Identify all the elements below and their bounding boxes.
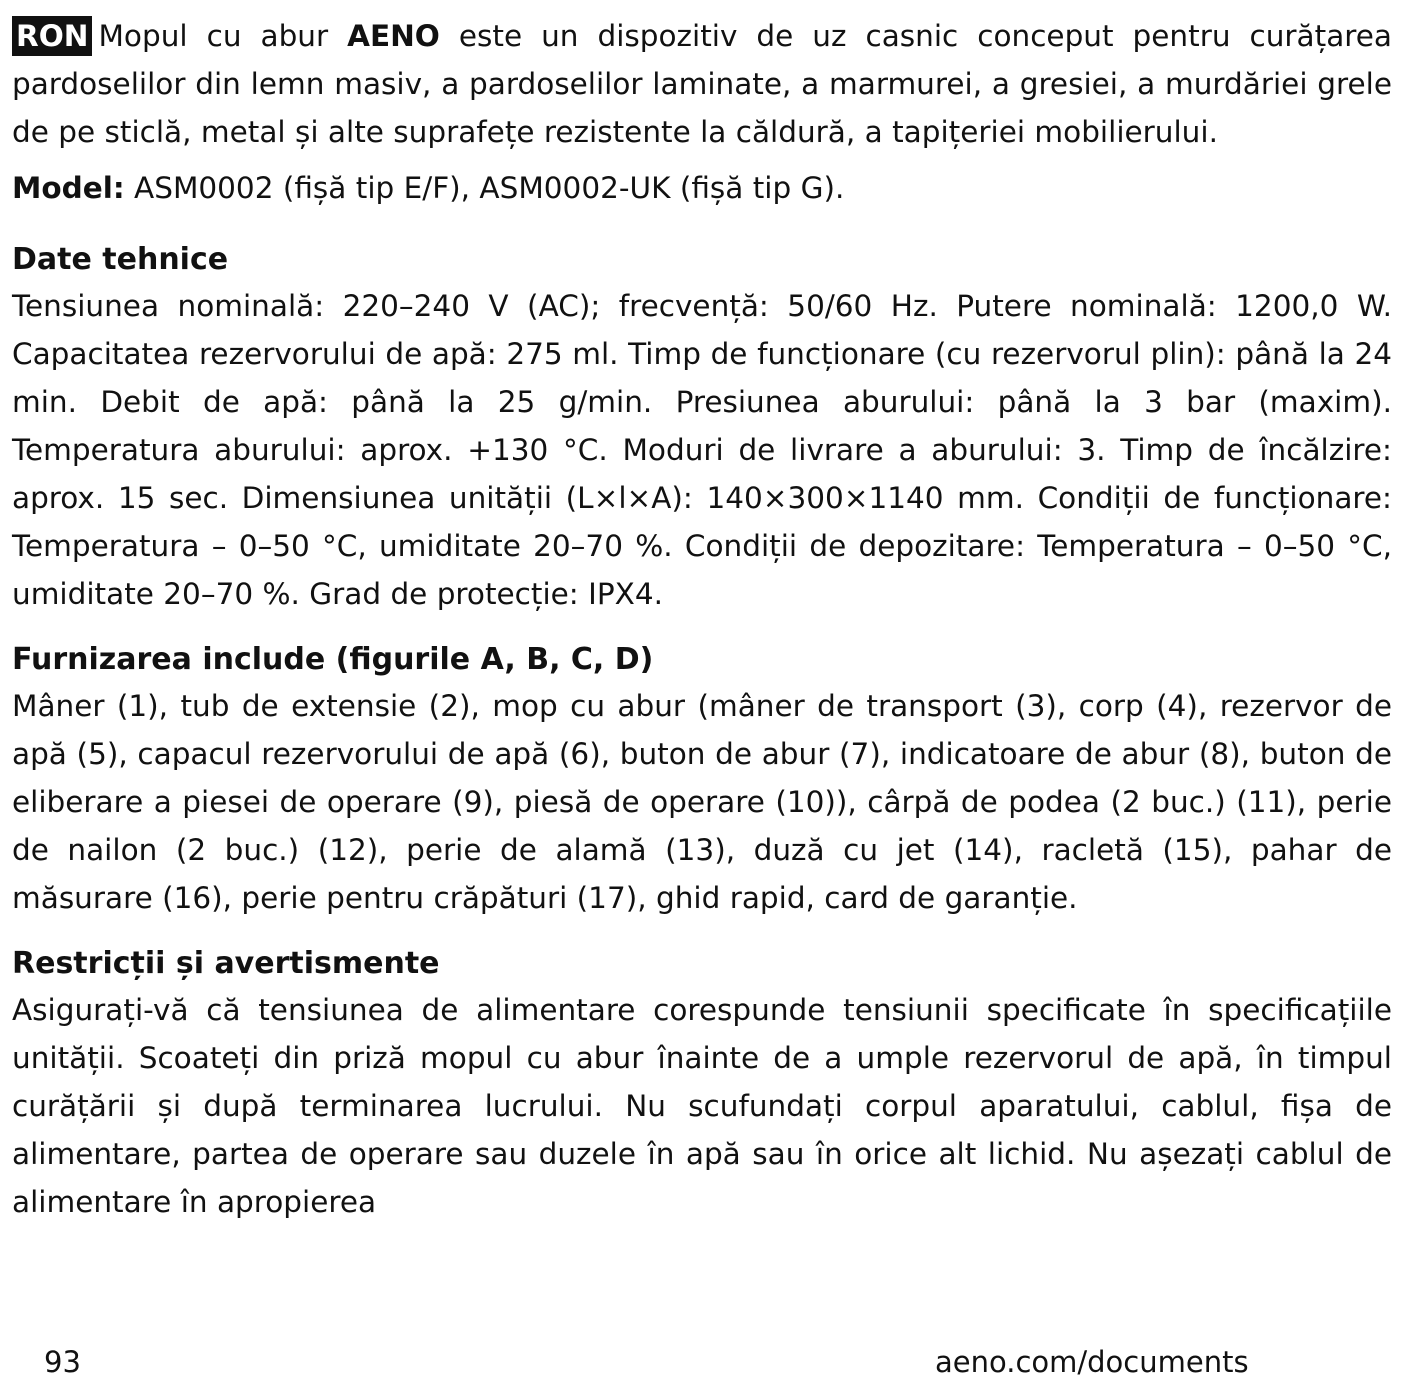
section-body: Mâner (1), tub de extensie (2), mop cu abur (mâner de transport (3), corp (4), rezervor de apă (5), capacul rezervorului de apă (6), buton de abur (7), indicatoare de abur (8), buton de eliberare a piesei de operare (9), piesă de operare (10)), cârpă de podea (2 buc.) (11), perie de nailon (2 buc.) (12), perie de alamă (13), duză cu jet (14), racletă (15), pahar de măsurare (16), perie pentru crăpături (17), ghid rapid, card de garanție. bbox=[12, 689, 1392, 915]
intro-text-rest: este un dispozitiv de uz casnic conceput pentru curățarea pardoselilor din lemn masiv, a pardoselilor laminate, a marmurei, a gresiei, a murdăriei grele de pe sticlă, metal și alte suprafețe rezistente la căldură, a tapițeriei mobilierului. bbox=[12, 19, 1392, 149]
section-package-contents bbox=[12, 638, 1392, 922]
document-page bbox=[12, 12, 1392, 1226]
model-line bbox=[12, 164, 1392, 212]
section-heading: Furnizarea include (figurile A, B, C, D) bbox=[12, 642, 654, 677]
intro-text-start: Mopul cu abur bbox=[98, 19, 348, 53]
section-heading: Date tehnice bbox=[12, 242, 229, 277]
page-number: 93 bbox=[44, 1345, 81, 1379]
section-technical-data bbox=[12, 238, 1392, 618]
section-warnings bbox=[12, 942, 1392, 1226]
section-body: Asigurați-vă că tensiunea de alimentare corespunde tensiunii specificate în specificațiile unității. Scoateți din priză mopul cu abur înainte de a umple rezervorul de apă, în timpul curățării și după terminarea lucrului. Nu scufundați corpul aparatului, cablul, fișa de alimentare, partea de operare sau duzele în apă sau în orice alt lichid. Nu așezați cablul de alimentare în apropierea bbox=[12, 993, 1392, 1219]
footer-url: aeno.com/documents bbox=[935, 1345, 1249, 1379]
section-heading: Restricții și avertismente bbox=[12, 946, 440, 981]
model-value: ASM0002 (fișă tip E/F), ASM0002-UK (fișă tip G). bbox=[124, 171, 845, 205]
intro-paragraph bbox=[12, 12, 1392, 156]
brand-name: AENO bbox=[347, 19, 440, 53]
language-badge: RON bbox=[12, 16, 92, 56]
model-label: Model: bbox=[12, 171, 125, 205]
section-body: Tensiunea nominală: 220–240 V (AC); frecvență: 50/60 Hz. Putere nominală: 1200,0 W. Capacitatea rezervorului de apă: 275 ml. Timp de funcționare (cu rezervorul plin): până la 24 min. Debit de apă: până la 25 g/min. Presiunea aburului: până la 3 bar (maxim). Temperatura aburului: aprox. +130 °C. Moduri de livrare a aburului: 3. Timp de încălzire: aprox. 15 sec. Dimensiunea unității (L×l×A): 140×300×1140 mm. Condiții de funcționare: Temperatura – 0–50 °C, umiditate 20–70 %. Condiții de depozitare: Temperatura – 0–50 °C, umiditate 20–70 %. Grad de protecție: IPX4. bbox=[12, 289, 1392, 611]
